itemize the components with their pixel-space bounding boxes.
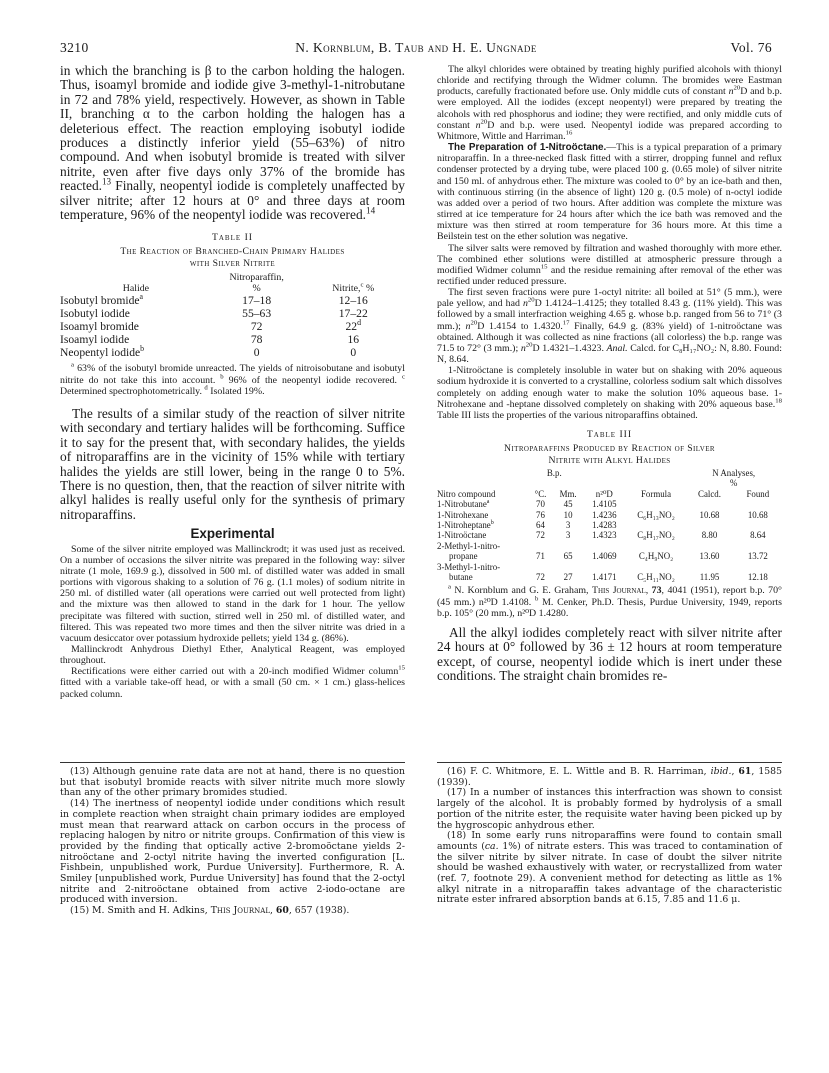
table-row: 3-Methyl-1-nitro-: [437, 561, 501, 572]
table-3-grid: B.p. N Analyses, % Nitro compound °C. Mm. n²⁰D Formula Calcd. Found 1-Nitrobutane$^a$ 70 45 1.4105 1-Nitrohexane 76 10 1.4236 C₆H₁₃NO₂ 10.68 10.68 1-Nitroheptane$^b$ 64 3 1.4283 1-Nitroöctane 72 3 1.4323 C₈H₁₇NO₂ 8.80 8.64 2-Methyl-1-nitro- propane 71 65 1.4069 C₄H₉NO₂ 13.60 13.72 3-Methyl-1-nitro- butane 72 27 1.4171 C₅H₁₁NO₂ 11.95 12.18: [437, 468, 782, 582]
ref-13: 13: [102, 176, 112, 187]
table-row: Isobutyl iodide 55–63 17–22: [60, 307, 368, 321]
table-row: Isobutyl bromide$^a$ 17–18 12–16: [60, 292, 368, 308]
table-2-grid: [60, 272, 405, 359]
table-2-title-line1: The Reaction of Branched-Chain Primary Halides: [120, 246, 345, 258]
table-3-label: Table III: [586, 429, 633, 440]
footnotes-right: [437, 767, 782, 906]
footnote-13: (13) Although genuine rate data are not at hand, there is no question but that isobutyl bromide reacts with silver nitrite much more slowly than any of the other primary bromides studied.: [60, 766, 405, 799]
paragraph-iodides-react: All the alkyl iodides completely react with silver nitrite after 24 hours at 0° followed by 36 ± 12 hours at room temperature except, of course, neopentyl iodide which is inert under these conditions. The straight chain bromides re-: [437, 624, 782, 684]
table-2-notes: $^a$ 63% of the isobutyl bromide unreacted. The yields of nitroisobutane and isobutyl nitrite do not take this into account. $^b$ 96% of the neopentyl iodide recovered. $^c$ Determined spectrophotometrically. $^d$ Isolated 19%.: [60, 362, 406, 397]
table-3-title-line2: Nitrite with Alkyl Halides: [548, 455, 671, 466]
paragraph-halides: The alkyl chlorides were obtained by treating highly purified alcohols with thionyl chloride and rectifying through the Widmer column. The bromides were Eastman products, carefully fractionated before use. Only middle cuts of constant $n^{20}D$ and b.p. were employed. All the iodides (except neopentyl) were prepared by treating the alcohols with red phosphorus and iodine; they were rectified, and only middle cuts of constant $n^{20}D$ and b.p. were used. Neopentyl iodide was prepared according to Whitmore, Wittle and Harriman.$^{16}$: [437, 64, 782, 142]
paragraph-solubility: 1-Nitroöctane is completely insoluble in water but on shaking with 20% aqueous sodium hydroxide it is converted to a crystalline, colorless sodium salt which dissolves completely on adding enough water to make the solution 10% aqueous base. 1-Nitrohexane and -heptane dissolved completely on shaking with 20% aqueous base.$^{18}$ Table III lists the properties of the various nitroparaffins obtained.: [437, 365, 782, 421]
paragraph-ether: Mallinckrodt Anhydrous Diethyl Ether, Analytical Reagent, was employed throughout.: [60, 644, 405, 667]
table-row: Isoamyl iodide 78 16: [60, 333, 360, 347]
table-row: 2-Methyl-1-nitro-: [437, 540, 501, 551]
table-row: Neopentyl iodide$^b$ 0 0: [60, 344, 357, 360]
table-3-notes: $^a$ N. Kornblum and G. E. Graham, This Journal, 73, 4041 (1951), report b.p. 70° (45 mm.) n²⁰D 1.4108. $^b$ M. Cenker, Ph.D. Thesis, Purdue University, 1949, reports b.p. 105° (20 mm.), n²⁰D 1.4280.: [437, 584, 783, 619]
paragraph-rectifications: Rectifications were either carried out with a 20-inch modified Widmer column$^{15}$ fitted with a variable take-off head, or with a small (50 cm. × 1 cm.) glass-helices packed column.: [60, 665, 405, 700]
footnote-18: (18) In some early runs nitroparaffins were found to contain small amounts (ca. 1%) of nitrate esters. This was traced to contamination of the silver nitrite by silver nitrate. In case of doubt the silver nitrite should be washed exhaustively with water, or recrystallized from water (ref. 7, footnote 29). A convenient method for detecting as little as 1% alkyl nitrate in a nitroparaffin takes advantage of the characteristic nitrate ester infrared absorption bands at 6.15, 7.85 and 11.6 μ.: [437, 830, 782, 906]
table-3-title-line1: Nitroparaffins Produced by Reaction of Silver: [504, 443, 715, 454]
table-row: 1-Nitrobutane$^a$ 70 45 1.4105: [437, 499, 617, 510]
footnotes-left: [60, 767, 405, 917]
left-column: [60, 64, 405, 700]
table-row: 1-Nitroheptane$^b$ 64 3 1.4283: [437, 520, 617, 531]
table-row: 1-Nitrohexane 76 10 1.4236 C₆H₁₃NO₂ 10.68 10.68: [437, 509, 768, 520]
paragraph-branching: in which the branching is β to the carbon holding the halogen. Thus, isoamyl bromide and iodide give 3-methyl-1-nitrobutane in 72 and 78% yield, respectively. However, as shown in Table II, branching α to the carbon holding the halogen has a deleterious effect. The reaction employing isobutyl iodide produces a distinctly inferior yield (55–63%) of nitro compound. And when isobutyl bromide is treated with silver nitrite, even after five days only 37% of the bromide has reacted.$^{13}$ Finally, neopentyl iodide is completely unaffected by silver nitrite; after 12 hours at 0° and three days at room temperature, 96% of the neopentyl iodide was recovered.$^{14}$: [60, 63, 405, 223]
footnote-17: (17) In a number of instances this interfraction was shown to consist largely of the alcohol. It is probably formed by hydrolysis of a small portion of the nitrite ester, the requisite water having been picked up by the hygroscopic anhydrous ether.: [437, 787, 782, 831]
page-number: 3210: [60, 40, 89, 55]
paragraph-results: The results of a similar study of the reaction of silver nitrite with secondary and tertiary halides will be forthcoming. Suffice it to say for the present that, with secondary halides, the yields of nitroparaffins are in the vicinity of 15% while with tertiary halides the yields are still lower, being in the range 0 to 5%. There is no question, then, that the reaction of silver nitrite with alkyl halides is really useful only for the synthesis of primary nitroparaffins.: [60, 405, 405, 522]
running-authors: N. Kornblum, B. Taub and H. E. Ungnade: [295, 40, 537, 55]
table-row: Isoamyl bromide 72 22$^d$: [60, 318, 361, 334]
footnote-16: (16) F. C. Whitmore, E. L. Wittle and B. R. Harriman, ibid., 61, 1585 (1939).: [437, 766, 782, 788]
table-2-label: Table II: [211, 232, 254, 244]
section-heading-experimental: Experimental: [190, 526, 275, 542]
volume-label: Vol. 76: [730, 40, 772, 55]
table-2-header-nitro-l1: Nitroparaffin,: [229, 272, 284, 284]
paragraph-fractions: The first seven fractions were pure 1-octyl nitrite: all boiled at 51° (5 mm.), were pale yellow, and had $n^{20}D$ 1.4124–1.4125; they totalled 8.43 g. (11% yield). This was followed by a small interfraction weighing 4.65 g. whose b.p. ranged from 56 to 71° (3 mm.); $n^{20}D$ 1.4154 to 1.4320.17 Finally, 64.9 g. (83% yield) of 1-nitroöctane was obtained. Although it was collected as nine fractions (all colorless) the b.p. range was 71.5 to 72° (3 mm.); $n^{20}D$ 1.4321–1.4323. Anal. Calcd. for C₈H₁₇NO₂: N, 8.80. Found: N, 8.64.: [437, 287, 782, 366]
table-2-title-line2: with Silver Nitrite: [189, 258, 276, 270]
footnote-15: (15) M. Smith and H. Adkins, This Journal, 60, 657 (1938).: [70, 905, 350, 917]
table-2-header-halide: Halide: [122, 283, 150, 295]
paragraph-silver-nitrite: Some of the silver nitrite employed was Mallinckrodt; it was used just as received. On a number of occasions the silver nitrite was prepared in the following way: silver nitrate (1 mole, 169.9 g.), dissolved in 500 ml. of distilled water was added in small portions with vigorous shaking to a solution of 76 g. (1.1 moles) of sodium nitrite in 250 ml. of distilled water (all operations were carried out well protected from light) and the mixture was then allowed to stand in the dark for 1 hour. The yellow precipitate was filtered with suction, stirred well in 250 ml. of distilled water, and filtered. This was repeated two more times and then the silver nitrite was dried in a vacuum desiccator over potassium hydroxide pellets; yield 134 g. (86%).: [60, 543, 405, 644]
paragraph-preparation: The Preparation of 1-Nitroöctane.—This is a typical preparation of a primary nitroparaffin. In a three-necked flask fitted with a stirrer, dropping funnel and reflux condenser protected by a drying tube, were placed 100 g. (0.65 mole) of silver nitrite and 150 ml. of anhydrous ether. The mixture was cooled to 0° by an ice-bath and then, with continuous stirring (in the absence of light) 120 g. (0.5 mole) of n-octyl iodide was added over a period of two hours. After addition was complete the mixture was stirred at ice temperature for 24 hours after which the ice bath was removed and the mixture was then stirred at room temperature for 36 hours more. At this time a Beilstein test on the ether solution was negative.: [437, 142, 782, 243]
footnote-rule-left: [60, 762, 405, 763]
paragraph-silver-salts: The silver salts were removed by filtration and washed thoroughly with more ether. The combined ether solutions were distilled at atmospheric pressure through a modified Widmer column$^{15}$ and the residue remaining after removal of the ether was rectified under reduced pressure.: [437, 242, 782, 287]
table-row: 1-Nitroöctane 72 3 1.4323 C₈H₁₇NO₂ 8.80 8.64: [437, 530, 766, 541]
subsection-title: The Preparation of 1-Nitroöctane.: [448, 142, 607, 154]
footnote-rule-right: [437, 762, 782, 763]
ref-14: 14: [366, 205, 376, 216]
right-column: [437, 64, 782, 684]
table-row: propane 71 65 1.4069 C₄H₉NO₂ 13.60 13.72: [449, 551, 768, 562]
table-2: [60, 232, 405, 396]
table-2-header-nitro-l2: %: [252, 283, 261, 295]
footnote-14: (14) The inertness of neopentyl iodide under conditions which result in complete reaction when straight chain primary iodides are employed must mean that rearward attack on carbon occurs in the process of replacing halogen by nitro or nitrite groups. Confirmation of this view is provided by the finding that optically active 2-bromoöctane yields 2-nitroöctane and 2-octyl nitrite having the inverted configuration [L. Fishbein, unpublished work, Purdue University]. Furthermore, R. A. Smiley [unpublished work, Purdue University] has found that the 2-octyl nitrite and 2-nitroöctane obtained from active 2-iodo-octane are produced with inversion.: [60, 798, 405, 906]
table-3: [437, 429, 782, 619]
table-row: butane 72 27 1.4171 C₅H₁₁NO₂ 11.95 12.18: [449, 572, 768, 583]
table-2-header-nitrite: Nitrite,$^c$ %: [332, 282, 375, 295]
